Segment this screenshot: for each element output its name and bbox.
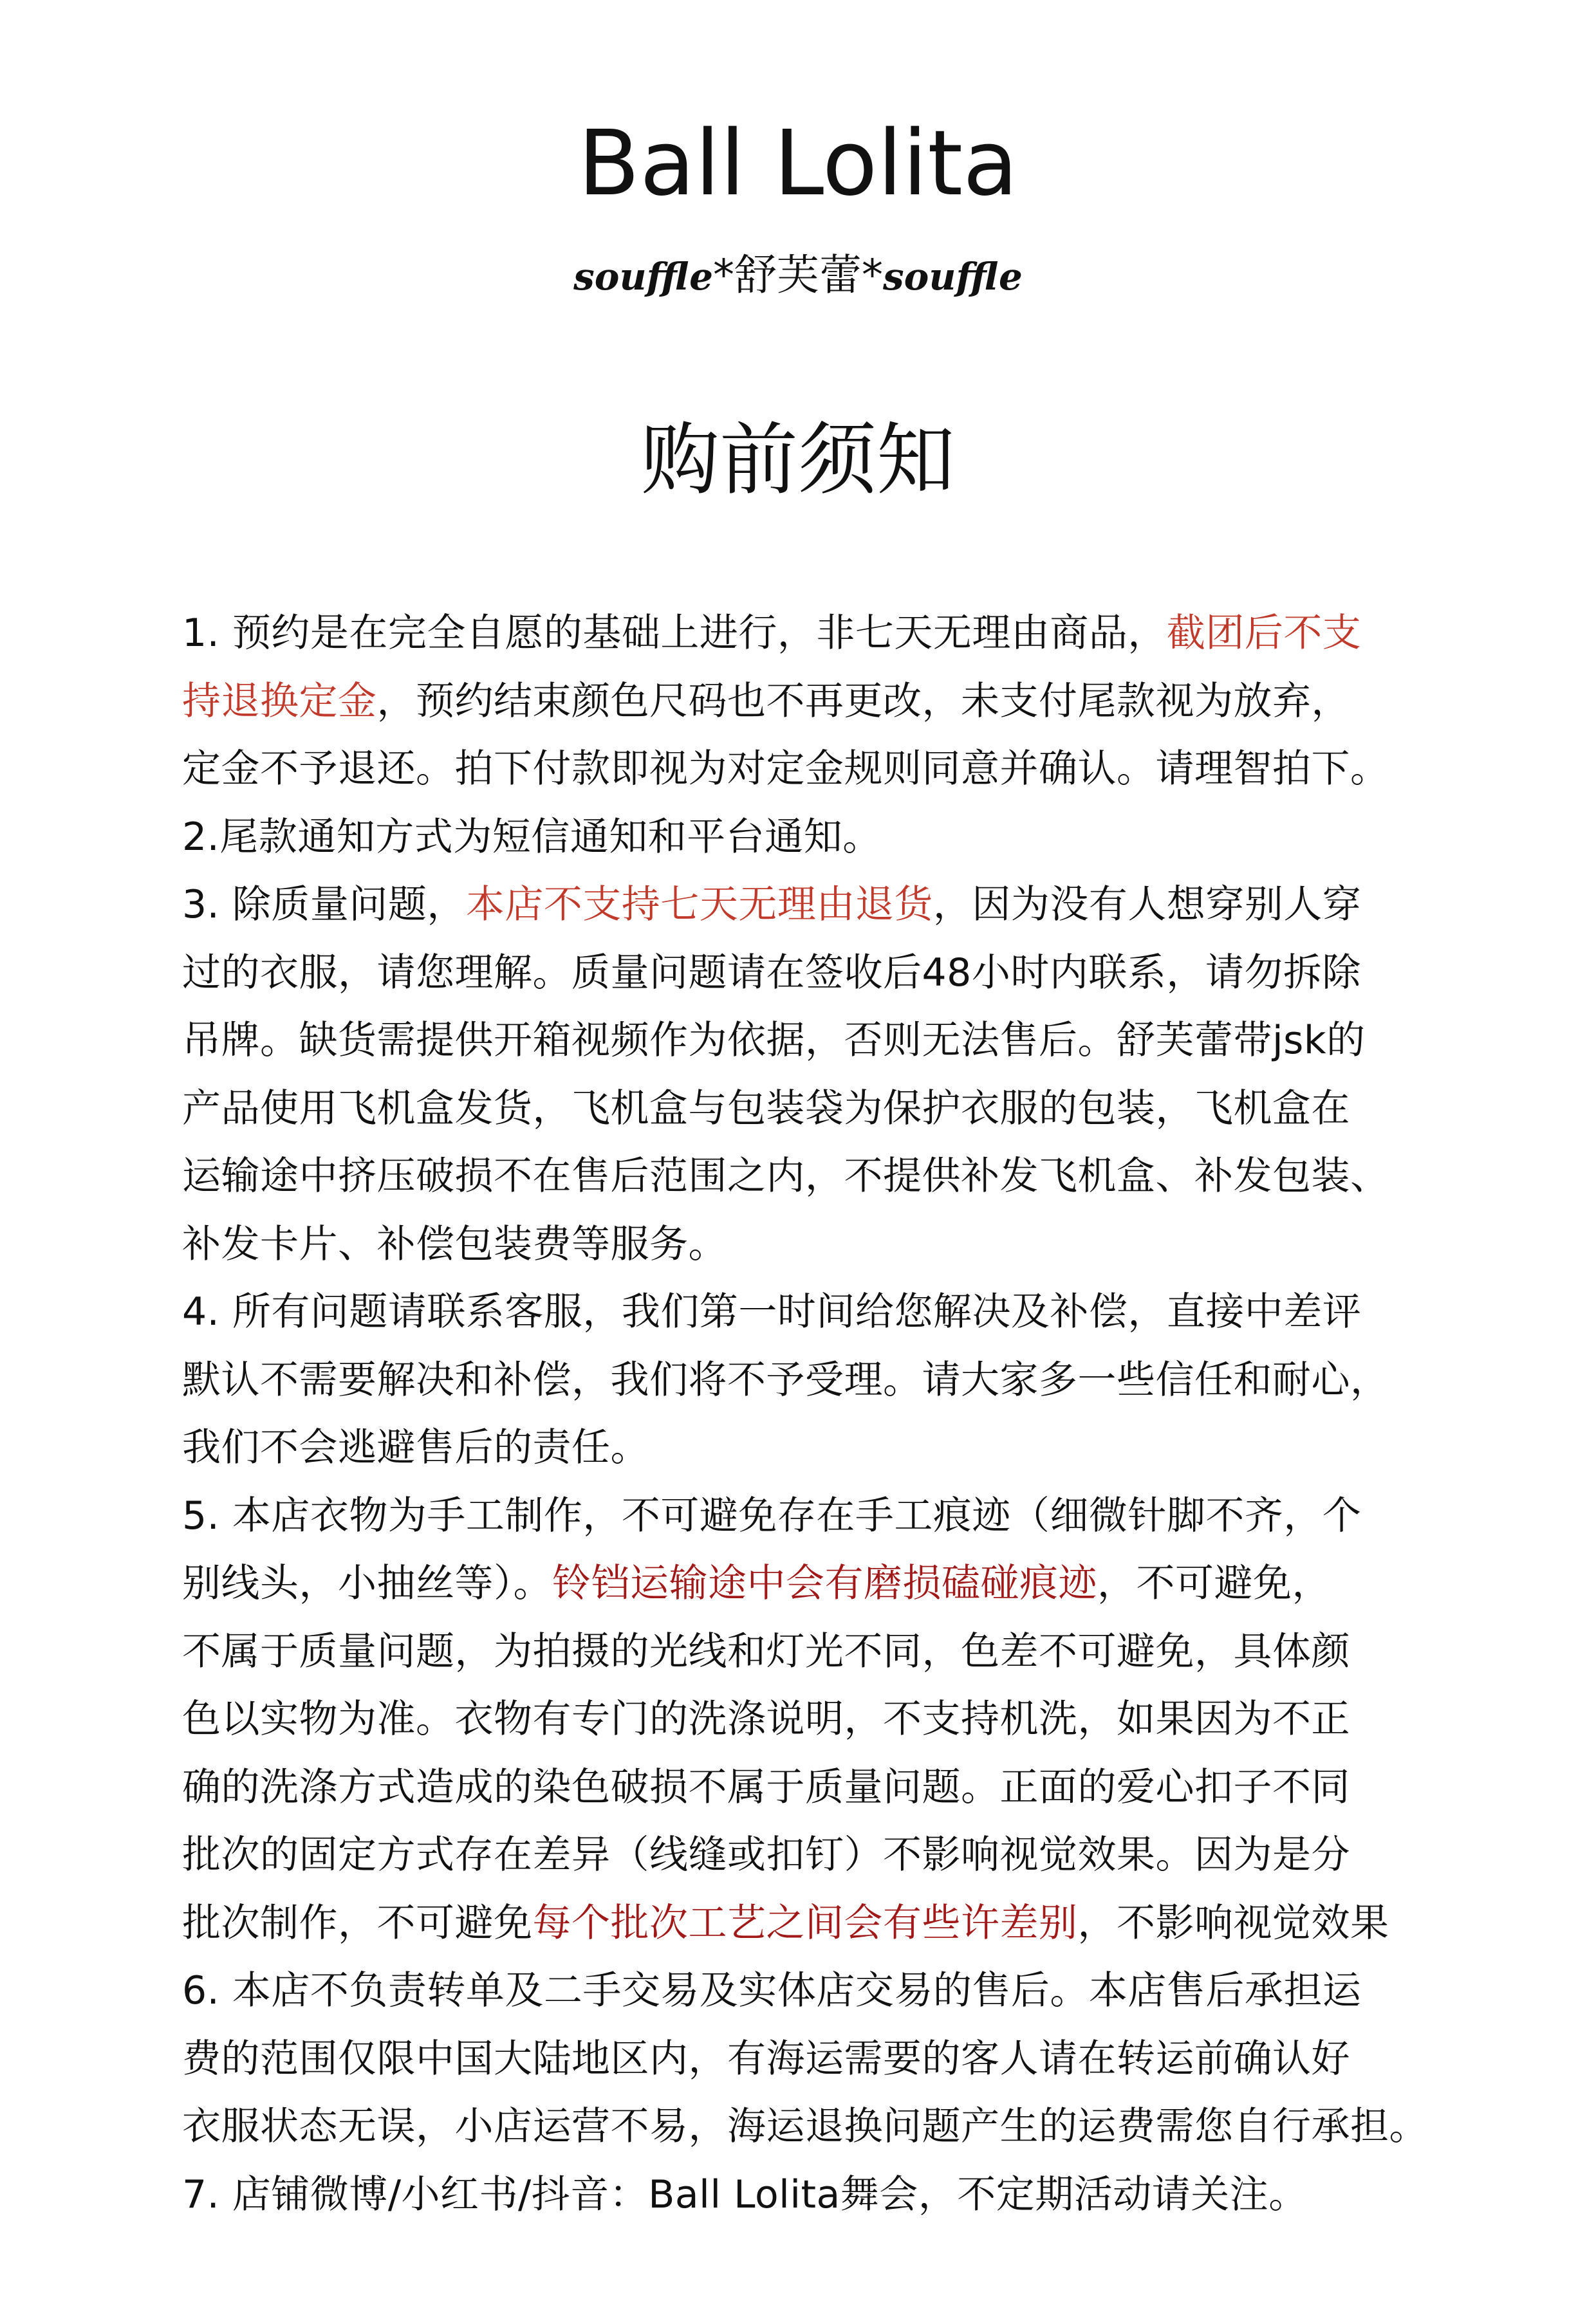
- rule-highlight: 截团后不支: [1166, 611, 1362, 656]
- rule-text: 别线头，小抽丝等）。: [182, 1561, 552, 1606]
- rule-line: [182, 871, 1559, 939]
- page-heading: 购前须知: [641, 414, 955, 506]
- rule-highlight: 铃铛运输途中会有磨损磕碰痕迹: [552, 1561, 1097, 1606]
- rule-line: 7. 店铺微博/小红书/抖音：Ball Lolita舞会，不定期活动请关注。: [182, 2172, 1308, 2217]
- purchase-notice-list: [182, 600, 1559, 2229]
- rule-text: ，因为没有人想穿别人穿: [933, 882, 1362, 927]
- rule-line: 吊牌。缺货需提供开箱视频作为依据，否则无法售后。舒芙蕾带jsk的: [182, 1018, 1366, 1063]
- brand-title: Ball Lolita: [578, 111, 1018, 216]
- rule-line: 4. 所有问题请联系客服，我们第一时间给您解决及补偿，直接中差评: [182, 1289, 1362, 1334]
- rule-text: ，不影响视觉效果: [1077, 1900, 1389, 1946]
- rule-highlight: 持退换定金: [182, 678, 377, 724]
- rule-highlight: 每个批次工艺之间会有些许差别: [532, 1900, 1078, 1946]
- rule-line: [182, 1890, 1559, 1958]
- rule-line: 色以实物为准。衣物有专门的洗涤说明，不支持机洗，如果因为不正: [182, 1697, 1350, 1742]
- rule-line: 衣服状态无误，小店运营不易，海运退换问题产生的运费需您自行承担。: [182, 2104, 1428, 2149]
- rule-line: 2.尾款通知方式为短信通知和平台通知。: [182, 814, 882, 860]
- rule-line: 默认不需要解决和补偿，我们将不予受理。请大家多一些信任和耐心，: [182, 1357, 1389, 1403]
- rule-line: [182, 668, 1559, 736]
- rule-line: 运输途中挤压破损不在售后范围之内，不提供补发飞机盒、补发包装、: [182, 1154, 1389, 1199]
- subtitle-script-right: souffle: [883, 255, 1023, 299]
- rule-line: 我们不会逃避售后的责任。: [182, 1425, 649, 1470]
- rule-line: 6. 本店不负责转单及二手交易及实体店交易的售后。本店售后承担运: [182, 1968, 1362, 2013]
- subtitle-script-left: souffle: [573, 255, 713, 299]
- rule-text: 1. 预约是在完全自愿的基础上进行，非七天无理由商品，: [182, 611, 1167, 656]
- rule-line: 批次的固定方式存在差异（线缝或扣钉）不影响视觉效果。因为是分: [182, 1832, 1350, 1877]
- rule-text: ，预约结束颜色尺码也不再更改，未支付尾款视为放弃，: [376, 678, 1350, 724]
- brand-subtitle: [0, 243, 1596, 309]
- rule-line: 费的范围仅限中国大陆地区内，有海运需要的客人请在转运前确认好: [182, 2036, 1350, 2081]
- rule-line: 过的衣服，请您理解。质量问题请在签收后48小时内联系，请勿拆除: [182, 950, 1361, 995]
- rule-line: 不属于质量问题，为拍摄的光线和灯光不同，色差不可避免，具体颜: [182, 1628, 1350, 1674]
- subtitle-center: *舒芙蕾*: [713, 250, 883, 300]
- rule-line: 5. 本店衣物为手工制作，不可避免存在手工痕迹（细微针脚不齐，个: [182, 1493, 1362, 1538]
- rule-line: 确的洗涤方式造成的染色破损不属于质量问题。正面的爱心扣子不同: [182, 1764, 1350, 1810]
- rule-line: 定金不予退还。拍下付款即视为对定金规则同意并确认。请理智拍下。: [182, 746, 1389, 791]
- rule-line: 补发卡片、补偿包装费等服务。: [182, 1221, 727, 1267]
- rule-line: [182, 600, 1559, 668]
- rule-text: 批次制作，不可避免: [182, 1900, 533, 1946]
- rule-text: ，不可避免，: [1097, 1561, 1331, 1606]
- rule-highlight: 本店不支持七天无理由退货: [465, 882, 933, 927]
- rule-line: [182, 1550, 1559, 1618]
- rule-text: 3. 除质量问题，: [182, 882, 466, 927]
- rule-line: 产品使用飞机盒发货，飞机盒与包装袋为保护衣服的包装，飞机盒在: [182, 1085, 1350, 1131]
